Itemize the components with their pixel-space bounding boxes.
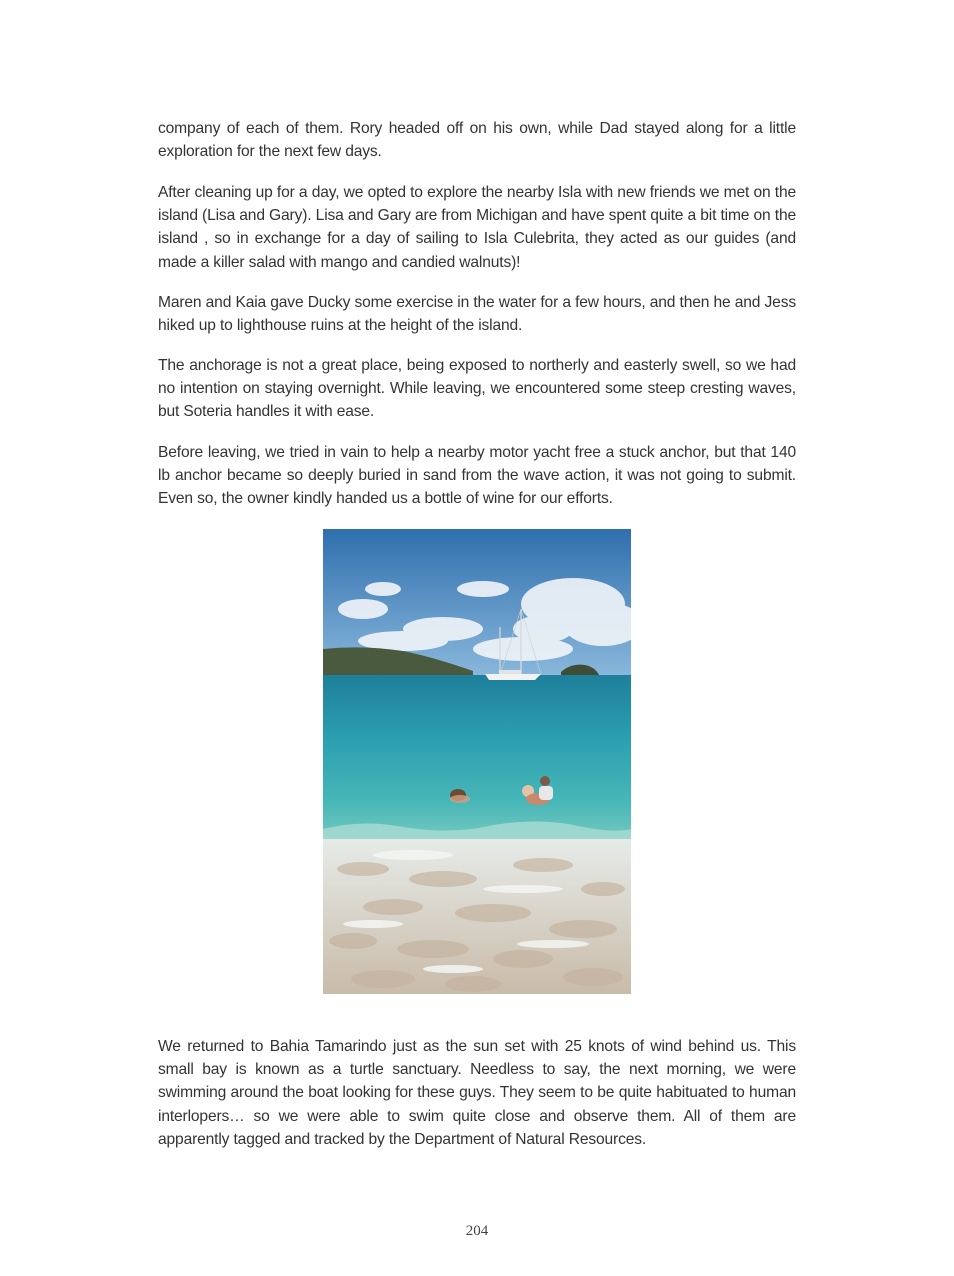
paragraph-text: After cleaning up for a day, we opted to explore the nearby Isla with new friends we met on the island (Lisa and Gary). Lisa and Gary are from Michigan and have spent quite a bit time on the island , so in exchange for a day of sailing to Isla Culebrita, they acted as our guides (and made a killer salad with mango and candied walnuts)! [158,184,796,271]
paragraph-6 [158,1035,796,1151]
paragraph-text: Before leaving, we tried in vain to help a nearby motor yacht free a stuck anchor, but that 140 lb anchor became so deeply buried in sand from the wave action, it was not going to submit. Even so, the owner kindly handed us a bottle of wine for our efforts. [158,444,796,508]
paragraph-text: The anchorage is not a great place, being exposed to northerly and easterly swell, so we had no intention on staying overnight. While leaving, we encountered some steep cresting waves, but Soteria handles it with ease. [158,357,796,421]
paragraph-3 [158,291,796,337]
page-number: 204 [465,1223,489,1239]
paragraph-text: Maren and Kaia gave Ducky some exercise in the water for a few hours, and then he and Jess hiked up to lighthouse ruins at the height of the island. [158,294,796,335]
paragraph-5 [158,441,796,511]
paragraph-text: company of each of them. Rory headed off on his own, while Dad stayed along for a little exploration for the next few days. [158,120,796,161]
paragraph-2 [158,181,796,274]
beach-photo [323,529,631,994]
sea [323,675,631,845]
paragraph-text: We returned to Bahia Tamarindo just as the sun set with 25 knots of wind behind us. This small bay is known as a turtle sanctuary. Needless to say, the next morning, we were swimming around the boat looking for these guys. They seem to be quite habituated to human interlopers… so we were able to swim quite close and observe them. All of them are apparently tagged and tracked by the Department of Natural Resources. [158,1038,796,1148]
paragraph-4 [158,354,796,424]
paragraph-1 [158,117,796,163]
